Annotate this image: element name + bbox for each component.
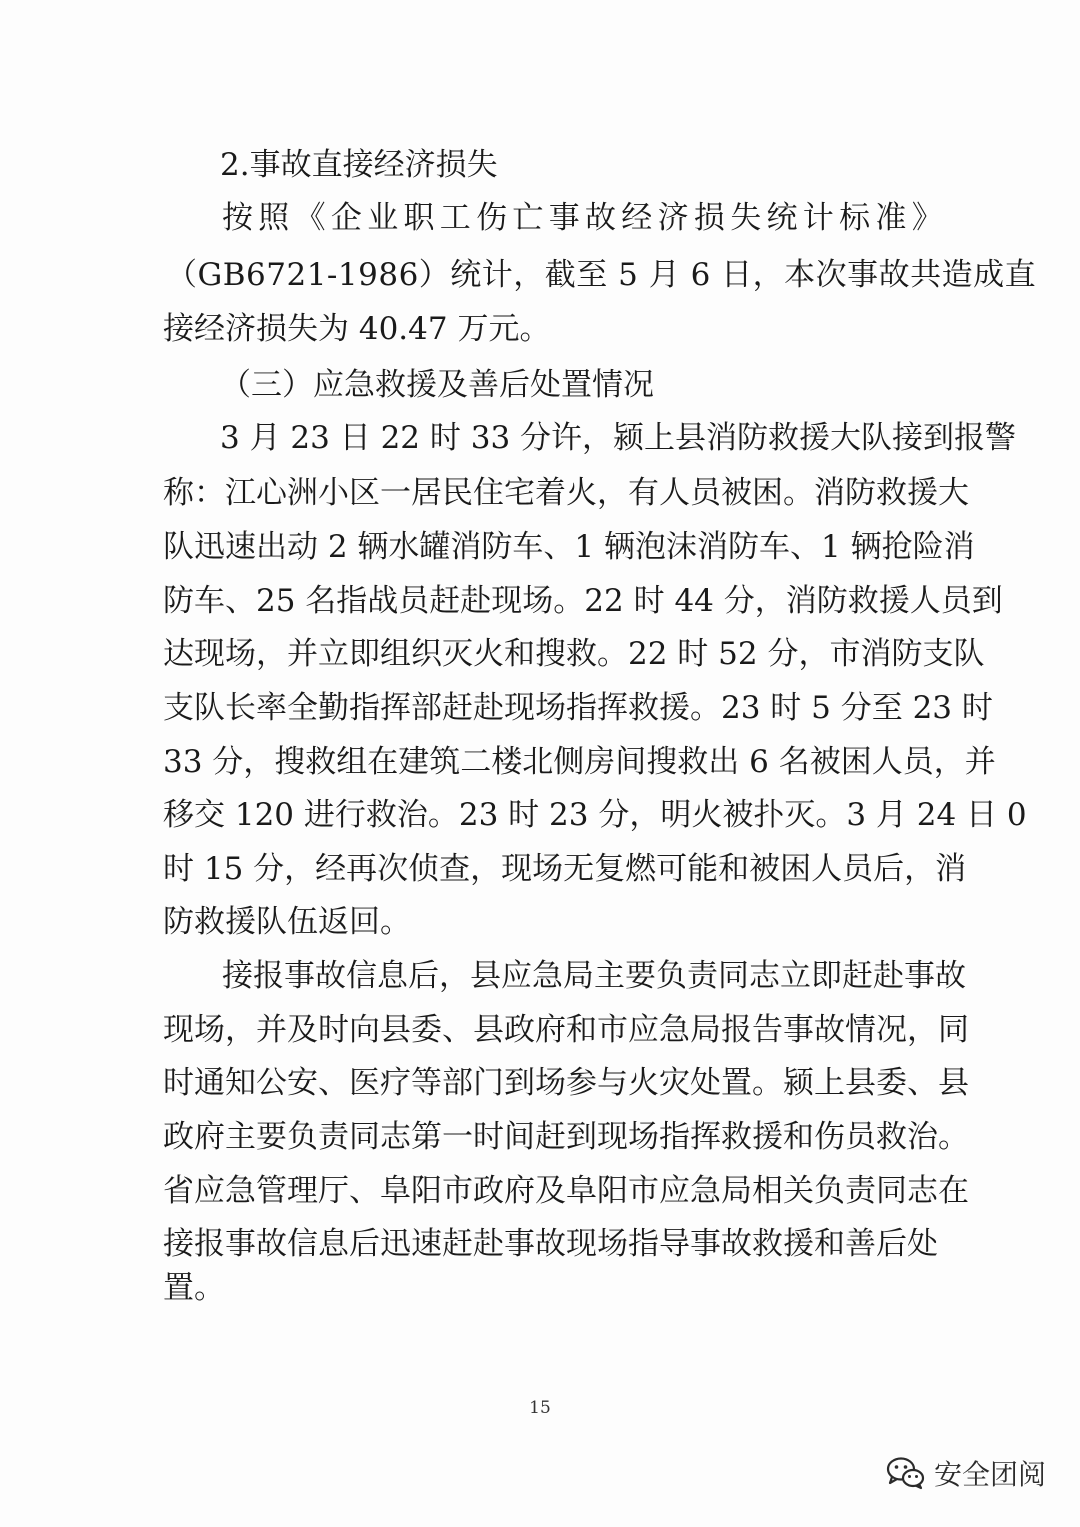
- loss-paragraph-line: 接经济损失为 40.47 万元。: [163, 311, 551, 347]
- rescue-paragraph-line: 移交 120 进行救治。23 时 23 分，明火被扑灭。3 月 24 日 0: [163, 797, 1027, 833]
- loss-paragraph-line: 按照《企业职工伤亡事故经济损失统计标准》: [222, 200, 948, 236]
- response-paragraph-line: 政府主要负责同志第一时间赶到现场指挥救援和伤员救治。: [163, 1119, 969, 1155]
- rescue-paragraph-line: 支队长率全勤指挥部赶赴现场指挥救援。23 时 5 分至 23 时: [163, 690, 993, 726]
- response-paragraph-line: 接报事故信息后迅速赶赴事故现场指导事故救援和善后处: [163, 1226, 938, 1262]
- watermark-text: 安全团阅: [933, 1458, 1046, 1491]
- response-paragraph-line: 置。: [163, 1270, 225, 1306]
- rescue-paragraph-line: 时 15 分，经再次侦查，现场无复燃可能和被困人员后，消: [163, 851, 967, 887]
- watermark: [886, 1453, 1046, 1493]
- response-paragraph-line: 时通知公安、医疗等部门到场参与火灾处置。颍上县委、县: [163, 1065, 969, 1101]
- subsection-heading: （三）应急救援及善后处置情况: [220, 367, 654, 403]
- rescue-paragraph-line: 达现场，并立即组织灭火和搜救。22 时 52 分，市消防支队: [163, 636, 985, 672]
- wechat-icon: [886, 1456, 926, 1490]
- response-paragraph-line: 接报事故信息后，县应急局主要负责同志立即赶赴事故: [222, 958, 966, 994]
- section-heading: 2.事故直接经济损失: [220, 147, 498, 183]
- rescue-paragraph-line: 称：江心洲小区一居民住宅着火，有人员被困。消防救援大: [163, 475, 969, 511]
- rescue-paragraph-line: 3 月 23 日 22 时 33 分许，颍上县消防救援大队接到报警: [220, 420, 1017, 456]
- page-number: 15: [529, 1398, 551, 1418]
- rescue-paragraph-line: 队迅速出动 2 辆水罐消防车、1 辆泡沫消防车、1 辆抢险消: [163, 529, 975, 565]
- response-paragraph-line: 省应急管理厅、阜阳市政府及阜阳市应急局相关负责同志在: [163, 1173, 969, 1209]
- rescue-paragraph-line: 33 分，搜救组在建筑二楼北侧房间搜救出 6 名被困人员，并: [163, 744, 996, 780]
- response-paragraph-line: 现场，并及时向县委、县政府和市应急局报告事故情况，同: [163, 1012, 969, 1048]
- rescue-paragraph-line: 防车、25 名指战员赶赴现场。22 时 44 分，消防救援人员到: [163, 583, 1003, 619]
- rescue-paragraph-line: 防救援队伍返回。: [163, 904, 411, 940]
- loss-paragraph-line: （GB6721-1986）统计，截至 5 月 6 日，本次事故共造成直: [166, 257, 1037, 293]
